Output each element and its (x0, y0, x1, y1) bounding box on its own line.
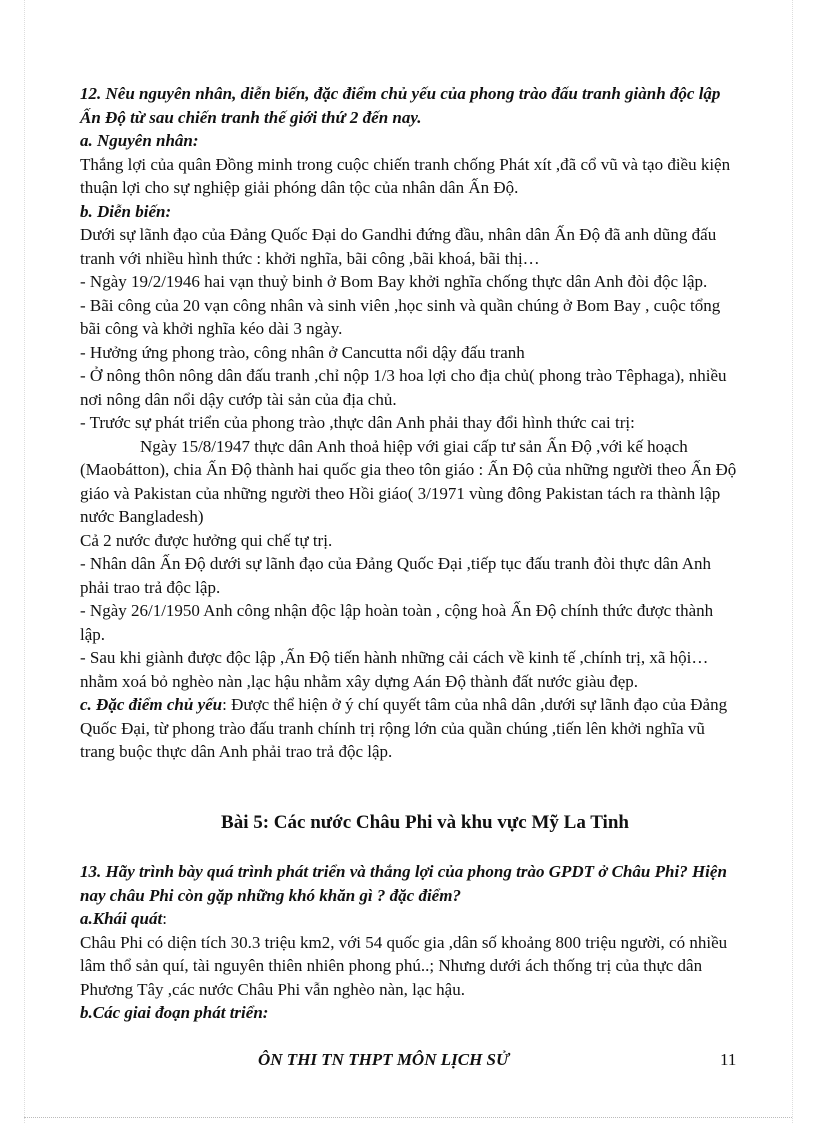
q12-event-item: - Nhân dân Ấn Độ dưới sự lãnh đạo của Đảng Quốc Đại ,tiếp tục đấu tranh đòi thực dân Anh phải trao trả độc lập. (80, 554, 712, 597)
q12-autonomy: Cả 2 nước được hưởng qui chế tự trị. (80, 530, 333, 550)
q13-stages-heading: b.Các giai đoạn phát triển: (80, 1003, 269, 1022)
q12-characteristics-heading: c. Đặc điểm chủ yếu (80, 695, 223, 714)
q12-event-item: - Sau khi giành được độc lập ,Ấn Độ tiến hành những cải cách về kinh tế ,chính trị, xã hội… nhằm xoá bỏ nghèo nàn ,lạc hậu nhằm xây dựng Aán Độ thành đất nước giàu đẹp. (80, 648, 709, 691)
q12-event-item: - Bãi công của 20 vạn công nhân và sinh viên ,học sinh và quần chúng ở Bom Bay , cuộc tổng bãi công và khởi nghĩa kéo dài 3 ngày. (80, 295, 721, 338)
question-13-title: 13. Hãy trình bày quá trình phát triển và thắng lợi của phong trào GPDT ở Châu Phi? Hiện nay châu Phi còn gặp những khó khăn gì ? đặc điểm? (80, 862, 727, 905)
q13-overview-heading: a.Khái quát (80, 909, 163, 928)
lesson-5-title: Bài 5: Các nước Châu Phi và khu vực Mỹ La Tinh (221, 811, 629, 833)
q12-events-intro: Dưới sự lãnh đạo của Đảng Quốc Đại do Gandhi đứng đầu, nhân dân Ấn Độ đã anh dũng đấu tranh với nhiều hình thức : khởi nghĩa, bãi công ,bãi khoá, bãi thị… (80, 225, 717, 268)
q12-cause-heading: a. Nguyên nhân: (80, 131, 199, 150)
q12-characteristics (80, 693, 740, 764)
page-bottom-border (24, 1117, 792, 1118)
q13-overview (80, 907, 740, 931)
question-12-title: 12. Nêu nguyên nhân, diễn biến, đặc điểm chủ yếu của phong trào đấu tranh giành độc lập Ấn Độ từ sau chiến tranh thế giới thứ 2 đến nay. (80, 84, 721, 127)
margin-guide-left (24, 0, 25, 1123)
page-number: 11 (720, 1050, 737, 1069)
q12-characteristics-colon: : (222, 695, 227, 714)
q12-events-heading: b. Diễn biến: (80, 201, 172, 221)
page-content (80, 82, 740, 1025)
q12-event-item: - Ở nông thôn nông dân đấu tranh ,chỉ nộp 1/3 hoa lợi cho địa chủ( phong trào Têphaga), nhiều nơi nông dân nổi dậy cướp tài sản của địa chủ. (80, 366, 727, 409)
footer-title: ÔN THI TN THPT MÔN LỊCH SỬ (258, 1050, 510, 1069)
q13-overview-colon: : (162, 909, 167, 928)
q12-cause-text: Thắng lợi của quân Đồng minh trong cuộc chiến tranh chống Phát xít ,đã cổ vũ và tạo điều kiện thuận lợi cho sự nghiệp giải phóng dân tộc của nhân dân Ấn Độ. (80, 154, 731, 197)
margin-guide-right (792, 0, 793, 1123)
q12-characteristics-text: Được thể hiện ở ý chí quyết tâm của nhâ dân ,dưới sự lãnh đạo của Đảng Quốc Đại, từ phong trào đấu tranh chính trị rộng lớn của quần chúng ,tiến lên khởi nghĩa vũ trang buộc thực dân Anh phải trao trả độc lập. (80, 695, 728, 761)
q13-overview-text: Châu Phi có diện tích 30.3 triệu km2, với 54 quốc gia ,dân số khoảng 800 triệu người, có nhiều lâm thổ sản quí, tài nguyên thiên nhiên phong phú..; Nhưng dưới ách thống trị của thực dân Phương Tây ,các nước Châu Phi vẫn nghèo nàn, lạc hậu. (80, 932, 728, 999)
q12-event-item: - Trước sự phát triển của phong trào ,thực dân Anh phải thay đổi hình thức cai trị: (80, 413, 635, 432)
q12-event-item: - Hưởng ứng phong trào, công nhân ở Cancutta nổi dậy đấu tranh (80, 342, 525, 362)
q12-event-item: - Ngày 19/2/1946 hai vạn thuỷ binh ở Bom Bay khởi nghĩa chống thực dân Anh đòi độc lập. (80, 272, 708, 291)
q12-partition-1947: Ngày 15/8/1947 thực dân Anh thoả hiệp với giai cấp tư sản Ấn Độ ,với kế hoạch (Maobátton), chia Ấn Độ thành hai quốc gia theo tôn giáo : Ấn Độ của những người theo Ấn Độ giáo và Pakistan của những người theo Hồi giáo( 3/1971 vùng đông Pakistan tách ra thành lập nước Bangladesh) (80, 436, 737, 526)
q12-event-item: - Ngày 26/1/1950 Anh công nhận độc lập hoàn toàn , cộng hoà Ấn Độ chính thức được thành lập. (80, 601, 714, 644)
